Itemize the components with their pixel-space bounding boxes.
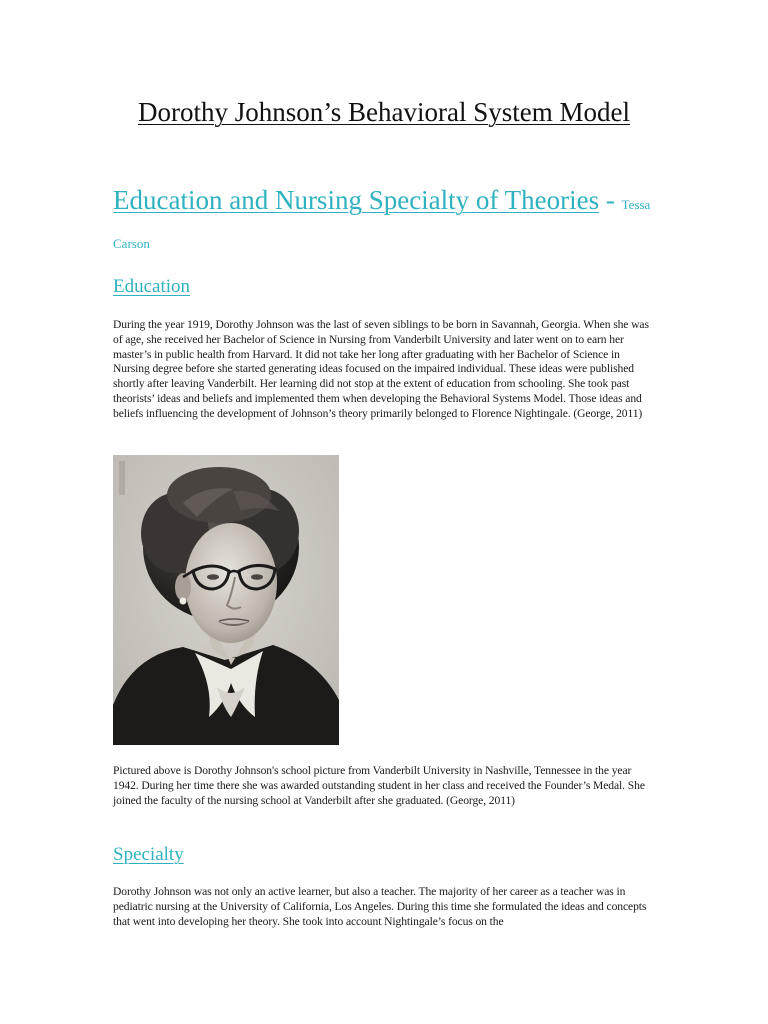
- photo-caption: Pictured above is Dorothy Johnson's school picture from Vanderbilt University in Nashville, Tennessee in the year 1942. During her time there she was awarded outstanding student in her class and received the Founder’s Medal. She joined the faculty of the nursing school at Vanderbilt after she graduated. (George, 2011): [113, 764, 645, 807]
- specialty-paragraph: Dorothy Johnson was not only an active learner, but also a teacher. The majority of her career as a teacher was in pediatric nursing at the University of California, Los Angeles. During this time she formulated the ideas and concepts that went into developing her theory. She took into account Nightingale’s focus on the: [113, 885, 647, 928]
- education-paragraph: During the year 1919, Dorothy Johnson was the last of seven siblings to be born in Savannah, Georgia. When she was of age, she received her Bachelor of Science in Nursing from Vanderbilt University and later went on to earn her master’s in public health from Harvard. It did not take her long after graduating with her Bachelor of Science in Nursing degree before she started generating ideas focused on the impaired individual. These ideas were published shortly after leaving Vanderbilt. Her learning did not stop at the extent of education from schooling. She took past theorists’ ideas and beliefs and implemented them when developing the Behavioral Systems Model. Those ideas and beliefs influencing the development of Johnson’s theory primarily belonged to Florence Nightingale. (George, 2011): [113, 318, 649, 420]
- document-title: Dorothy Johnson’s Behavioral System Model: [138, 97, 630, 127]
- section-heading-text: Education and Nursing Specialty of Theories: [113, 185, 600, 215]
- section-heading: [113, 183, 673, 261]
- education-heading: Education: [113, 276, 191, 297]
- specialty-heading: Specialty: [113, 844, 184, 865]
- portrait-photo: [113, 455, 339, 745]
- section-author: Tessa Carson: [113, 197, 651, 251]
- section-heading-dash: -: [599, 185, 622, 215]
